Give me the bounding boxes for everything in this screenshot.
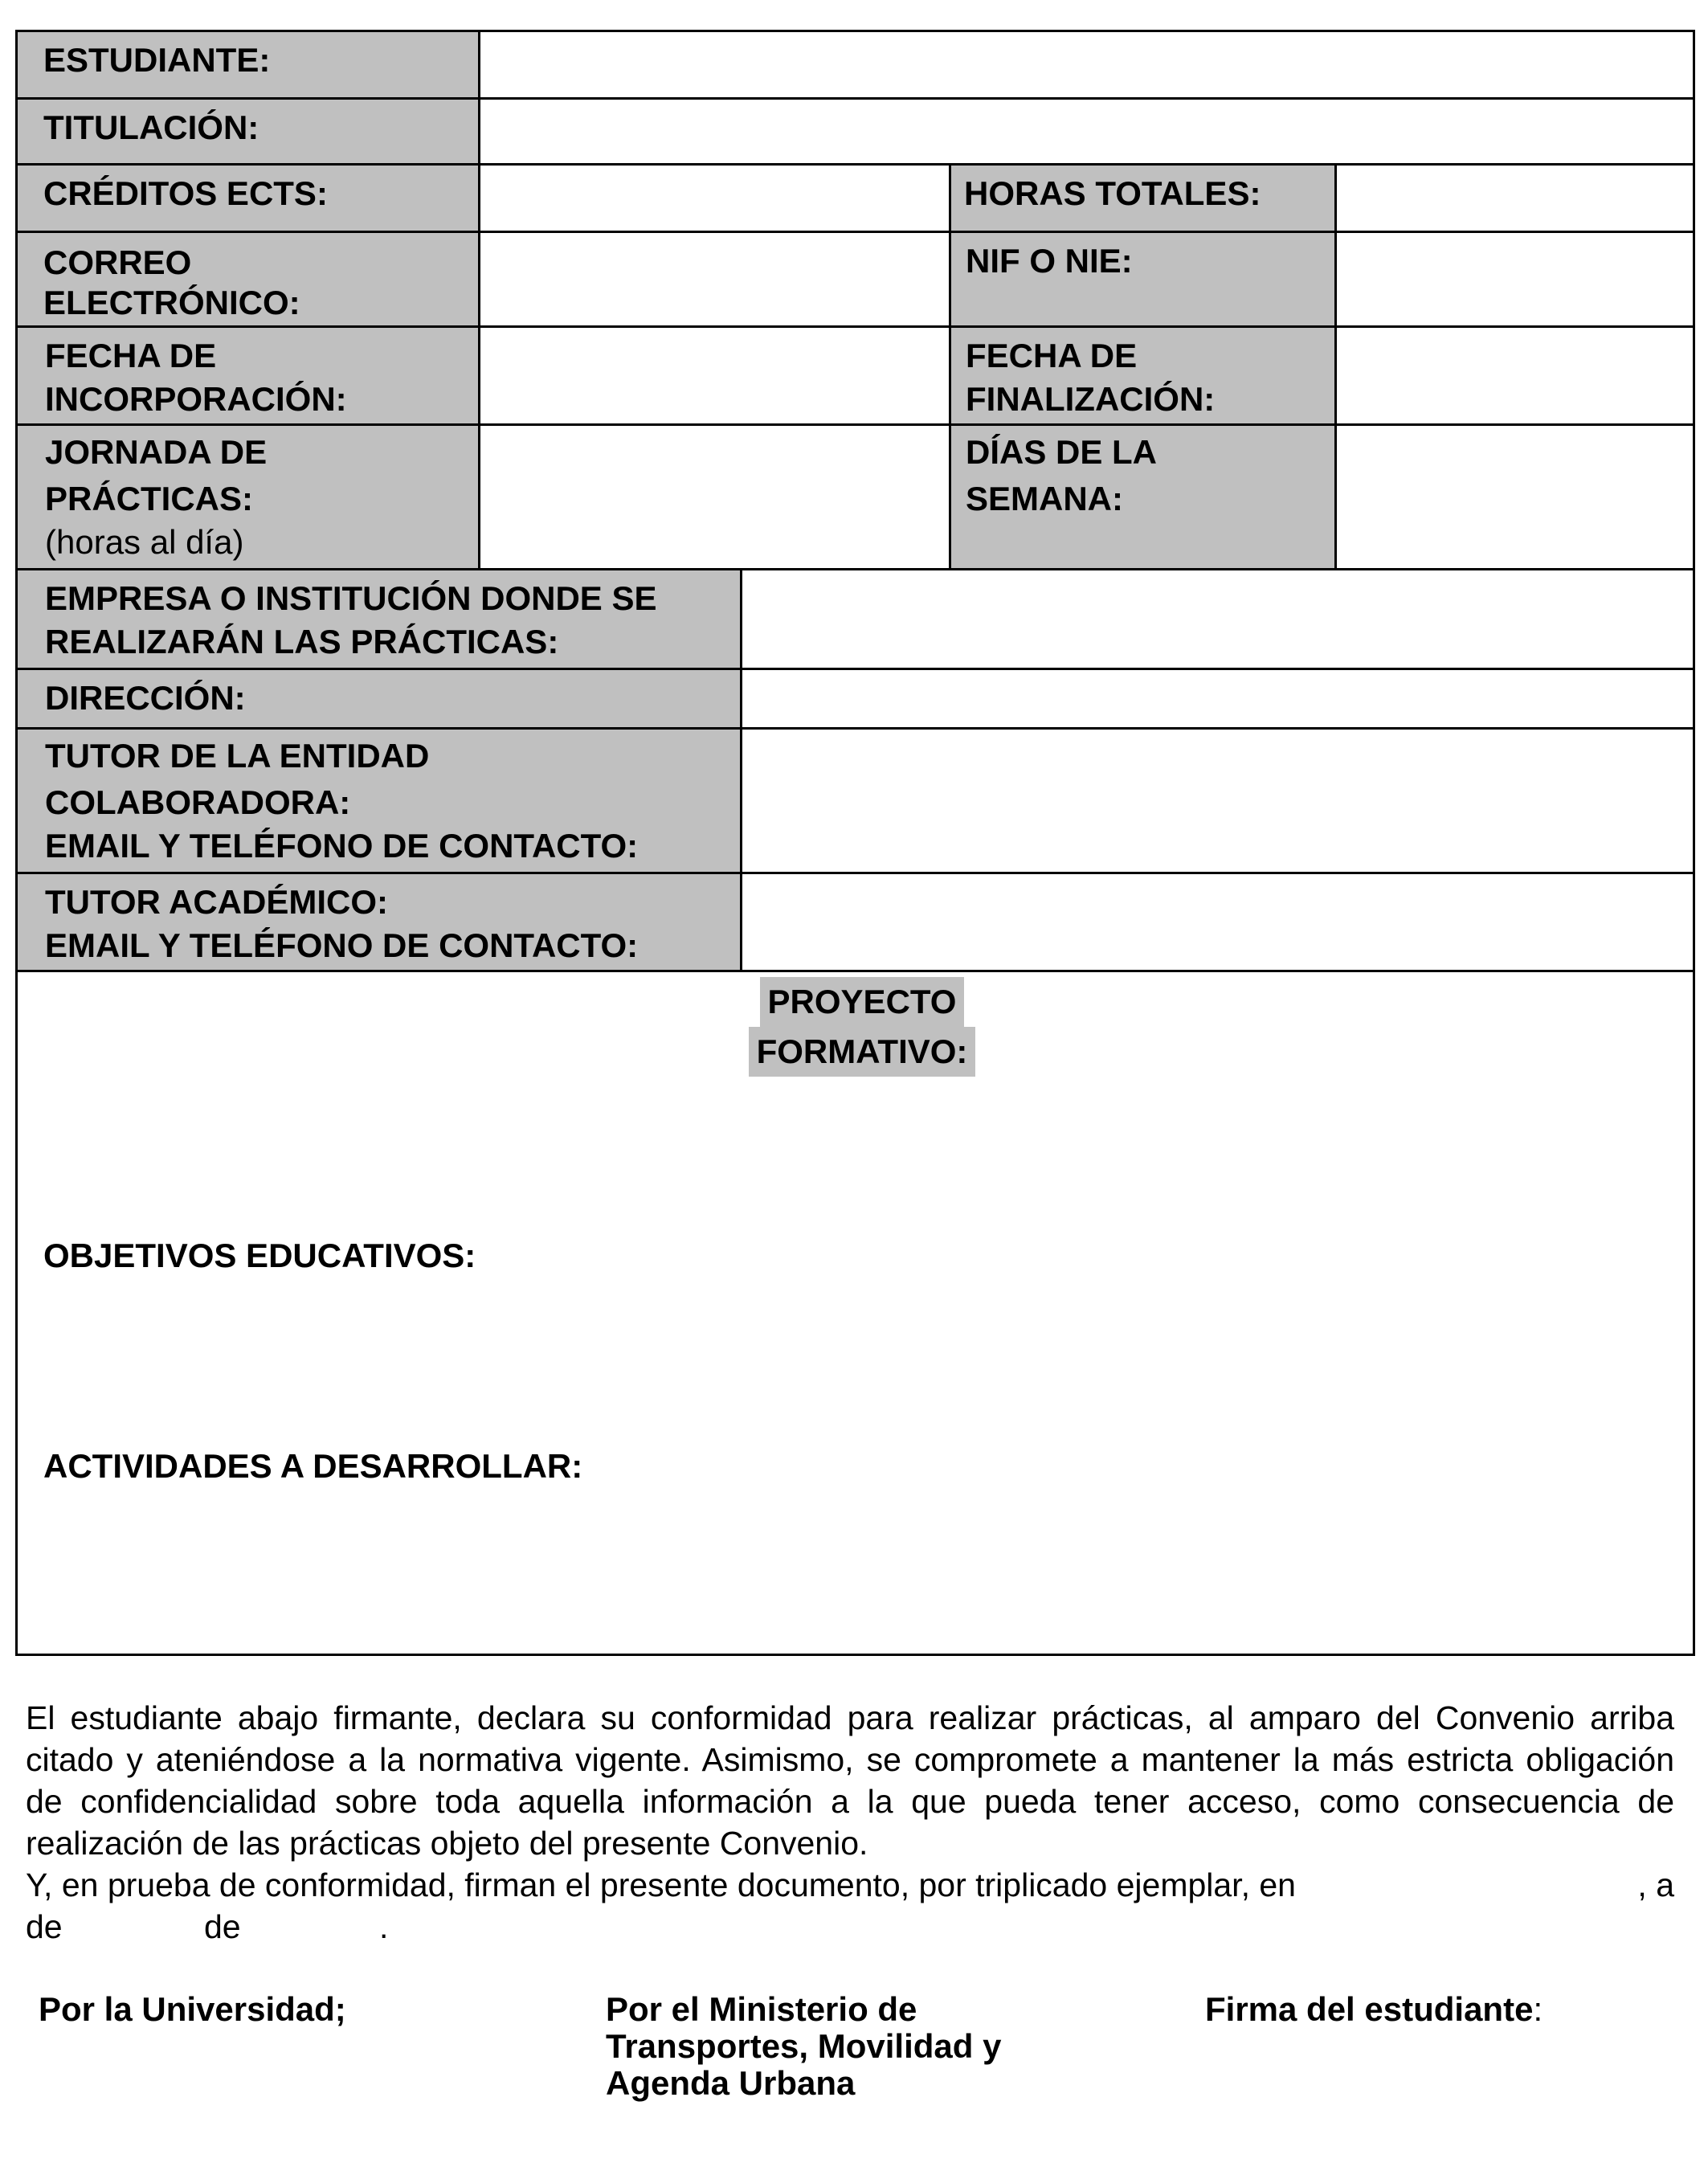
activities-label: ACTIVIDADES A DESARROLLAR: — [43, 1447, 583, 1485]
total-hours-field[interactable] — [1335, 164, 1694, 231]
address-label-text: DIRECCIÓN: — [45, 679, 246, 717]
academic-tutor-line1: TUTOR ACADÉMICO: — [45, 883, 388, 921]
declaration-line: realización de las prácticas objeto del presente Convenio. — [26, 1825, 868, 1862]
nif-label — [950, 231, 1335, 326]
date-period: . — [379, 1908, 389, 1945]
university-signature — [39, 1991, 346, 2028]
grid-line — [15, 30, 18, 1656]
entity-tutor-line1: TUTOR DE LA ENTIDAD — [45, 737, 430, 775]
declaration-line: de confidencialidad sobre toda aquella información a la que pueda tener acceso, como consecuencia de — [26, 1783, 1674, 1820]
schedule-field[interactable] — [479, 424, 950, 569]
ministry-signature — [606, 1991, 1001, 2102]
nif-field[interactable] — [1335, 231, 1694, 326]
email-field[interactable] — [479, 231, 950, 326]
grid-line — [15, 163, 1695, 166]
grid-line — [478, 30, 480, 570]
entity-tutor-line2: COLABORADORA: — [45, 783, 351, 821]
total-hours-label-text: HORAS TOTALES: — [964, 174, 1261, 212]
academic-tutor-label — [16, 873, 741, 971]
company-field[interactable] — [741, 569, 1694, 668]
grid-line — [15, 325, 1695, 328]
end-date-line1: FECHA DE — [966, 337, 1138, 374]
declaration-paragraph — [26, 1697, 1674, 1948]
student-field[interactable] — [479, 31, 1694, 98]
date-word-1: de — [26, 1908, 63, 1945]
ects-label — [16, 164, 479, 231]
weekdays-label — [950, 424, 1335, 569]
ects-field[interactable] — [479, 164, 950, 231]
company-label — [16, 569, 741, 668]
end-date-line2: FINALIZACIÓN: — [966, 380, 1216, 418]
ministry-line3: Agenda Urbana — [606, 2064, 856, 2102]
ects-label-text: CRÉDITOS ECTS: — [43, 174, 328, 212]
weekdays-line1: DÍAS DE LA — [966, 433, 1158, 471]
declaration-line: El estudiante abajo firmante, declara su conformidad para realizar prácticas, al amparo del Convenio arriba — [26, 1699, 1674, 1736]
academic-tutor-line2: EMAIL Y TELÉFONO DE CONTACTO: — [45, 926, 639, 964]
address-label — [16, 668, 741, 728]
degree-label — [16, 98, 479, 164]
entity-tutor-field[interactable] — [741, 728, 1694, 873]
grid-line — [15, 568, 1695, 570]
email-label — [16, 231, 479, 326]
total-hours-label — [950, 164, 1335, 231]
start-date-field[interactable] — [479, 326, 950, 424]
schedule-line1: JORNADA DE — [45, 433, 268, 471]
declaration-line: citado y ateniéndose a la normativa vigente. Asimismo, se compromete a mantener la más estricta obligación — [26, 1741, 1674, 1778]
date-word-2: de — [204, 1908, 241, 1945]
conformity-text: Y, en prueba de conformidad, firman el presente documento, por triplicado ejemplar, en — [26, 1866, 1296, 1903]
grid-line — [15, 872, 1695, 874]
degree-field[interactable] — [479, 98, 1694, 164]
grid-line — [15, 1654, 1695, 1656]
date-line — [26, 1906, 1674, 1948]
university-signature-label: Por la Universidad; — [39, 1990, 346, 2028]
grid-line — [949, 163, 951, 570]
project-heading-line2: FORMATIVO: — [749, 1027, 976, 1077]
student-label-text: ESTUDIANTE: — [43, 41, 271, 79]
grid-line — [15, 423, 1695, 426]
grid-line — [1334, 163, 1337, 570]
conformity-tail: , a — [1637, 1866, 1674, 1903]
academic-tutor-field[interactable] — [741, 873, 1694, 971]
student-signature — [1205, 1991, 1543, 2028]
start-date-line1: FECHA DE — [45, 337, 217, 374]
company-line1: EMPRESA O INSTITUCIÓN DONDE SE — [45, 579, 657, 617]
grid-line — [15, 970, 1695, 972]
email-label-line1: CORREO — [43, 243, 192, 281]
schedule-label — [16, 424, 479, 569]
grid-line — [15, 727, 1695, 730]
weekdays-line2: SEMANA: — [966, 480, 1123, 517]
grid-line — [15, 97, 1695, 100]
weekdays-field[interactable] — [1335, 424, 1694, 569]
grid-line — [15, 231, 1695, 233]
address-field[interactable] — [741, 668, 1694, 728]
end-date-label — [950, 326, 1335, 424]
start-date-label — [16, 326, 479, 424]
degree-label-text: TITULACIÓN: — [43, 108, 259, 146]
end-date-field[interactable] — [1335, 326, 1694, 424]
project-heading-line1: PROYECTO — [760, 977, 965, 1027]
conformity-line — [26, 1864, 1674, 1906]
grid-line — [740, 568, 742, 971]
nif-label-text: NIF O NIE: — [966, 242, 1133, 280]
project-heading — [746, 977, 979, 1077]
entity-tutor-line3: EMAIL Y TELÉFONO DE CONTACTO: — [45, 827, 639, 865]
grid-line — [15, 668, 1695, 670]
schedule-line3: (horas al día) — [45, 523, 244, 561]
objectives-label: OBJETIVOS EDUCATIVOS: — [43, 1237, 476, 1274]
start-date-line2: INCORPORACIÓN: — [45, 380, 347, 418]
email-label-line2: ELECTRÓNICO: — [43, 284, 300, 321]
student-label — [16, 31, 479, 98]
student-signature-label: Firma del estudiante — [1205, 1990, 1534, 2028]
company-line2: REALIZARÁN LAS PRÁCTICAS: — [45, 623, 559, 660]
schedule-line2: PRÁCTICAS: — [45, 480, 253, 517]
ministry-line1: Por el Ministerio de — [606, 1990, 917, 2028]
entity-tutor-label — [16, 728, 741, 873]
student-signature-colon: : — [1533, 1990, 1543, 2028]
grid-line — [1693, 30, 1695, 1656]
grid-line — [15, 30, 1695, 32]
ministry-line2: Transportes, Movilidad y — [606, 2027, 1002, 2065]
